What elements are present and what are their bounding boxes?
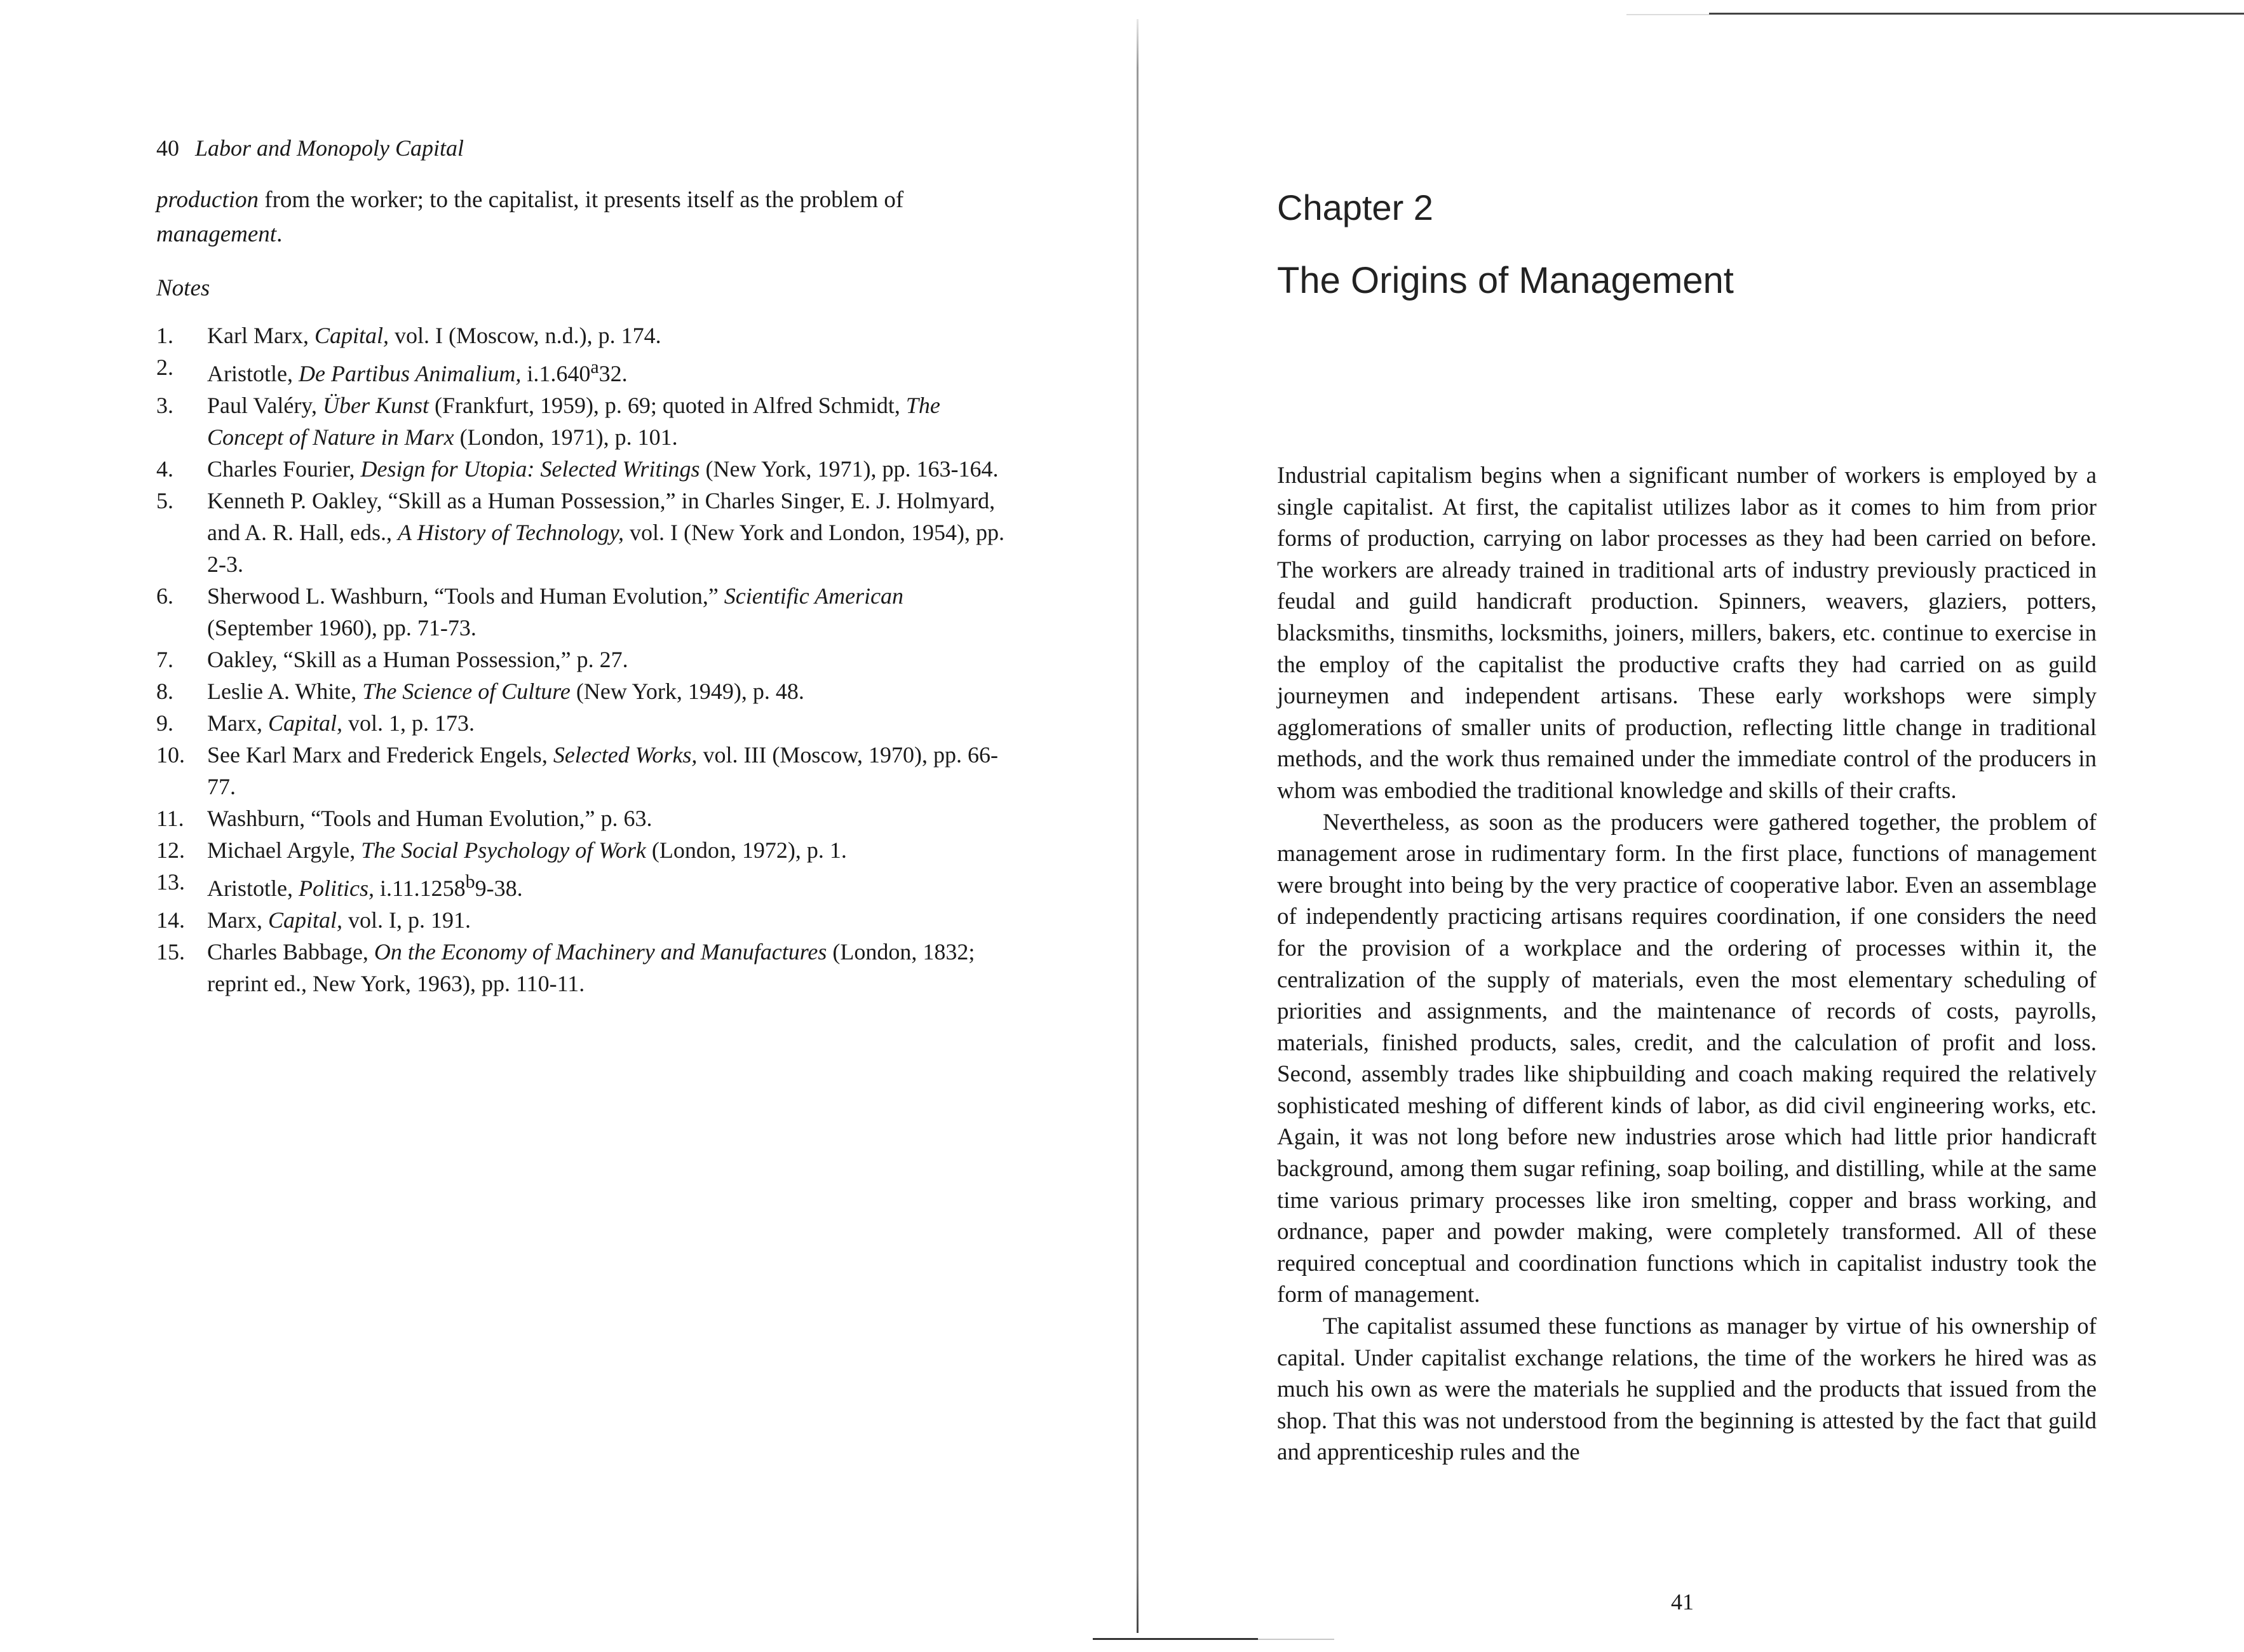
page-number-right: 41 <box>1671 1589 1694 1615</box>
note-text: 9-38. <box>475 876 523 901</box>
note-title: Capital, <box>314 323 389 348</box>
note-text: (New York, 1971), pp. 163-164. <box>700 456 999 482</box>
note-number: 4. <box>156 456 173 482</box>
page-number-left: 40 <box>156 135 179 161</box>
note-text: i.1.640 <box>521 361 591 386</box>
note-number: 11. <box>156 806 184 831</box>
note-item <box>156 453 1008 485</box>
note-text: Charles Babbage, <box>207 939 374 965</box>
notes-list <box>156 320 1008 999</box>
note-item <box>156 485 1008 580</box>
note-number: 7. <box>156 647 173 672</box>
note-item <box>156 834 1008 866</box>
body-paragraph: Industrial capitalism begins when a significant number of workers is employed by a single capitalist. At first, the capitalist utilizes labor as it comes to him from prior forms of production, carrying on labor processes as they had been carried on before. The workers are already trained in traditional arts of industry previously practiced in feudal and guild handicraft production. Spinners, weavers, glaziers, potters, blacksmiths, tinsmiths, locksmiths, joiners, millers, bakers, etc. continue to exercise in the employ of the capitalist the productive crafts they had carried on as guild journeymen and independent artisans. These early workshops were simply agglomerations of smaller units of production, reflecting little change in traditional methods, and the work thus remained under the immediate control of the producers in whom was embodied the traditional knowledge and skills of their crafts. <box>1277 463 2097 804</box>
note-item <box>156 904 1008 936</box>
note-text: vol. I (Moscow, n.d.), p. 174. <box>388 323 661 348</box>
note-title: Design for Utopia: Selected Writings <box>360 456 700 482</box>
note-title: De Partibus Animalium, <box>298 361 522 386</box>
body-paragraph: The capitalist assumed these functions as manager by virtue of his ownership of capital. Under capitalist exchange relations, the time of the workers he hired was as much his own as were the materials he supplied and the products that issued from the shop. That this was not understood from the beginning is attested by the fact that guild and apprenticeship rules and the <box>1277 1313 2097 1466</box>
note-title: Politics, <box>298 876 374 901</box>
note-text: (London, 1832; reprint ed., New York, 1963), pp. 110-11. <box>207 939 975 996</box>
note-text: Marx, <box>207 710 268 736</box>
body-paragraph: Nevertheless, as soon as the producers were gathered together, the problem of management arose in rudimentary form. In the first place, functions of management were brought into being by the very practice of cooperative labor. Even an assemblage of independently practicing artisans requires coordination, if one considers the need for the provision of a workplace and the ordering of processes within it, the centralization of the supply of materials, even the most elementary scheduling of priorities and assignments, and the maintenance of records of costs, payrolls, materials, finished products, sales, credit, and the calculation of profit and loss. Second, assembly trades like shipbuilding and coach making required the relatively sophisticated meshing of different kinds of labor, as did civil engineering works, etc. Again, it was not long before new industries arose which had little prior handicraft background, among them sugar refining, soap boiling, and distilling, while at the same time various primary processes like iron smelting, copper and brass working, and ordnance, paper and powder making, were completely transformed. All of these required conceptual and coordination functions which in capitalist industry took the form of management. <box>1277 809 2097 1308</box>
note-superscript: b <box>465 871 475 892</box>
note-number: 13. <box>156 869 185 895</box>
note-text: vol. III (Moscow, 1970), pp. 66-77. <box>207 742 999 799</box>
note-text: (September 1960), pp. 71-73. <box>207 615 477 640</box>
note-text: vol. I (New York and London, 1954), pp. 2-3. <box>207 520 1004 577</box>
note-number: 9. <box>156 710 173 736</box>
note-number: 14. <box>156 907 185 933</box>
note-text: i.11.1258 <box>374 876 466 901</box>
note-title: Über Kunst <box>322 393 429 418</box>
carryover-emphasis-2: management <box>156 221 277 247</box>
note-number: 2. <box>156 355 173 380</box>
note-title: Capital, <box>267 907 343 933</box>
note-text: See Karl Marx and Frederick Engels, <box>207 742 553 768</box>
carryover-paragraph <box>156 183 982 252</box>
note-title: A History of Technology, <box>397 520 624 545</box>
note-number: 3. <box>156 393 173 418</box>
note-item <box>156 351 1008 389</box>
note-text: Charles Fourier, <box>207 456 361 482</box>
note-title: On the Economy of Machinery and Manufactures <box>374 939 827 965</box>
note-number: 12. <box>156 837 185 863</box>
note-text: Leslie A. White, <box>207 679 363 704</box>
carryover-emphasis-1: production <box>156 187 259 213</box>
note-item <box>156 389 1008 453</box>
note-text: Paul Valéry, <box>207 393 323 418</box>
note-text: Oakley, “Skill as a Human Possession,” p. 27. <box>207 647 628 672</box>
note-text: (New York, 1949), p. 48. <box>570 679 804 704</box>
note-item <box>156 675 1008 707</box>
note-title: Scientific American <box>724 583 904 609</box>
note-item <box>156 707 1008 739</box>
carryover-text-2: . <box>276 221 283 247</box>
chapter-body <box>1277 460 2097 1468</box>
note-title: Selected Works, <box>553 742 698 768</box>
note-text: Sherwood L. Washburn, “Tools and Human Evolution,” <box>207 583 724 609</box>
note-number: 5. <box>156 488 173 513</box>
carryover-text-1: from the worker; to the capitalist, it presents itself as the problem of <box>259 187 904 213</box>
note-title: The Science of Culture <box>362 679 571 704</box>
note-item <box>156 320 1008 351</box>
note-item <box>156 802 1008 834</box>
chapter-title: The Origins of Management <box>1277 260 1734 301</box>
note-item <box>156 866 1008 904</box>
note-text: Karl Marx, <box>207 323 314 348</box>
note-text: Kenneth P. Oakley, “Skill as a Human Possession,” in Charles Singer, E. J. Holmyard, and A. R. Hall, eds., <box>207 488 996 545</box>
notes-heading: Notes <box>156 275 210 301</box>
note-text: Washburn, “Tools and Human Evolution,” p. 63. <box>207 806 652 831</box>
note-number: 6. <box>156 583 173 609</box>
note-text: 32. <box>598 361 628 386</box>
note-number: 15. <box>156 939 185 965</box>
note-title: Capital, <box>267 710 343 736</box>
note-text: (London, 1971), p. 101. <box>454 424 678 450</box>
note-text: (Frankfurt, 1959), p. 69; quoted in Alfred Schmidt, <box>428 393 906 418</box>
note-text: Michael Argyle, <box>207 837 362 863</box>
note-item <box>156 739 1008 802</box>
chapter-number: Chapter 2 <box>1277 187 1433 227</box>
running-head-title: Labor and Monopoly Capital <box>195 135 464 161</box>
note-text: Aristotle, <box>207 876 299 901</box>
note-item <box>156 644 1008 675</box>
note-number: 10. <box>156 742 185 768</box>
running-head <box>156 135 464 161</box>
note-item <box>156 580 1008 644</box>
note-text: Aristotle, <box>207 361 299 386</box>
note-text: Marx, <box>207 907 268 933</box>
note-title: The Concept of Nature in Marx <box>207 393 940 450</box>
note-number: 1. <box>156 323 173 348</box>
note-text: (London, 1972), p. 1. <box>645 837 847 863</box>
note-text: vol. I, p. 191. <box>342 907 471 933</box>
note-title: The Social Psychology of Work <box>361 837 646 863</box>
note-superscript: a <box>590 356 599 377</box>
note-number: 8. <box>156 679 173 704</box>
note-text: vol. 1, p. 173. <box>342 710 475 736</box>
note-item <box>156 936 1008 999</box>
